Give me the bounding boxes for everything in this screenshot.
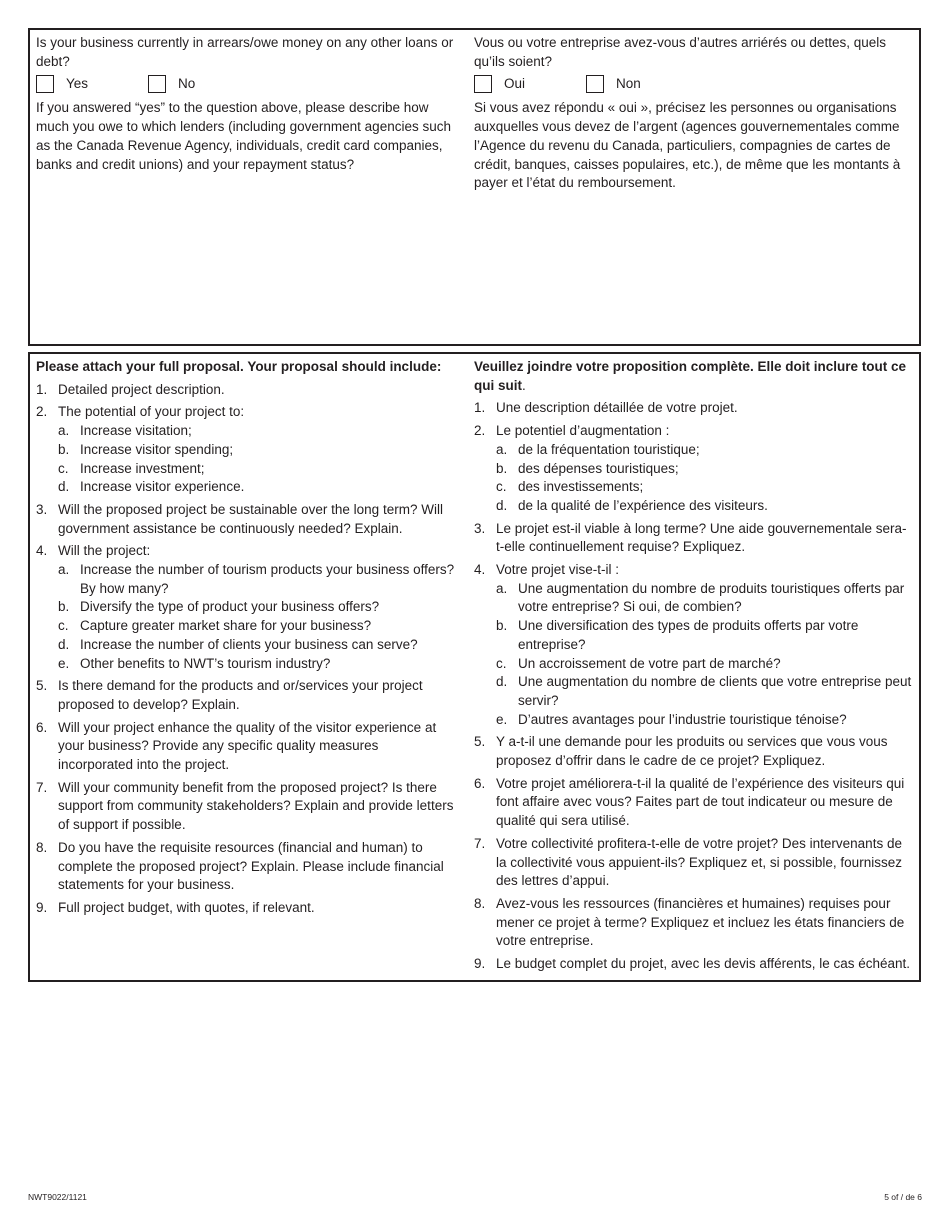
sub-list-letter: a.	[58, 423, 70, 439]
sub-list-item	[496, 497, 914, 516]
sub-list	[496, 441, 914, 516]
sub-list-item	[58, 655, 456, 674]
list-item-number: 5.	[36, 678, 48, 694]
sub-list-item	[58, 441, 456, 460]
sub-list-item	[58, 598, 456, 617]
list-item-number: 6.	[36, 719, 48, 735]
list-item-number: 9.	[474, 956, 486, 972]
sub-list	[496, 580, 914, 730]
list-item-text: Full project budget, with quotes, if relevant.	[58, 899, 315, 915]
proposal-list	[36, 381, 456, 918]
list-item-en	[36, 719, 456, 775]
list-item-number: 3.	[36, 501, 48, 517]
proposal-heading: Please attach your full proposal. Your proposal should include:	[36, 359, 442, 374]
list-item-text: Will the project:	[58, 543, 151, 559]
list-item-number: 8.	[474, 895, 486, 911]
sub-list	[58, 422, 456, 497]
list-item-en	[36, 542, 456, 673]
sub-list-text: Une augmentation du nombre de produits touristiques offerts par votre entreprise? Si oui, de combien?	[518, 580, 905, 615]
list-item-en	[36, 899, 456, 918]
list-item-en	[36, 839, 456, 895]
sub-list-text: Increase visitor spending;	[80, 441, 234, 457]
form-number: NWT9022/1121	[28, 1192, 87, 1202]
list-item-text: Detailed project description.	[58, 381, 225, 397]
no-label: No	[178, 76, 196, 92]
sub-list-item	[58, 478, 456, 497]
sub-list-item	[58, 617, 456, 636]
sub-list-item	[58, 636, 456, 655]
yes-checkbox[interactable]	[36, 75, 54, 93]
sub-list-letter: c.	[58, 618, 69, 634]
debt-question-en	[36, 34, 456, 174]
list-item-number: 4.	[36, 543, 48, 559]
list-item-text: Le projet est-il viable à long terme? Une aide gouvernementale sera-t-elle continuellement requise? Expliquez.	[496, 520, 907, 555]
list-item-fr	[474, 835, 914, 891]
yes-option[interactable]	[36, 75, 148, 94]
list-item-en	[36, 677, 456, 714]
list-item-number: 7.	[36, 779, 48, 795]
list-item-text: Votre projet vise-t-il :	[496, 562, 620, 578]
list-item-text: Y a-t-il une demande pour les produits ou services que vous vous proposez d’offrir dans le cadre de ce projet? Expliquez.	[496, 734, 888, 769]
sub-list-text: Un accroissement de votre part de marché?	[518, 655, 781, 671]
sub-list-text: Une diversification des types de produits offerts par votre entreprise?	[518, 618, 859, 652]
list-item-number: 3.	[474, 520, 486, 536]
no-checkbox[interactable]	[148, 75, 166, 93]
sub-list-letter: d.	[58, 636, 70, 652]
list-item-number: 2.	[36, 404, 48, 420]
list-item-text: Le budget complet du projet, avec les devis afférents, le cas échéant.	[496, 956, 911, 972]
sub-list	[58, 561, 456, 673]
proposal-requirements-en	[36, 358, 456, 922]
sub-list-text: des dépenses touristiques;	[518, 460, 679, 476]
sub-list-letter: b.	[496, 460, 508, 476]
list-item-fr	[474, 561, 914, 729]
sub-list-text: des investissements;	[518, 479, 644, 495]
sub-list-text: Diversify the type of product your business offers?	[80, 599, 380, 615]
sub-list-letter: c.	[496, 655, 507, 671]
list-item-text: Votre collectivité profitera-t-elle de votre projet? Des intervenants de la collectivité vous appuient-ils? Expliquez et, si possible, fournissez des lettres d’appui.	[496, 835, 902, 889]
list-item-text: The potential of your project to:	[58, 404, 245, 420]
proposal-list-fr	[474, 399, 914, 973]
sub-list-letter: e.	[496, 711, 508, 727]
list-item-en	[36, 779, 456, 835]
sub-list-letter: b.	[58, 441, 70, 457]
list-item-number: 1.	[36, 381, 48, 397]
sub-list-letter: c.	[58, 460, 69, 476]
list-item-en	[36, 381, 456, 400]
list-item-text: Une description détaillée de votre projet.	[496, 400, 738, 416]
list-item-fr	[474, 399, 914, 418]
yes-label: Yes	[66, 76, 89, 92]
oui-checkbox[interactable]	[474, 75, 492, 93]
sub-list-letter: a.	[496, 580, 508, 596]
sub-list-letter: d.	[496, 497, 508, 513]
sub-list-item	[496, 441, 914, 460]
non-label: Non	[616, 76, 641, 92]
sub-list-item	[496, 673, 914, 710]
sub-list-text: Increase visitation;	[80, 423, 192, 439]
debt-answer-options-fr	[474, 74, 914, 94]
list-item-text: Will the proposed project be sustainable over the long term? Will government assistance be continuously needed? Explain.	[58, 501, 443, 536]
list-item-en	[36, 403, 456, 497]
list-item-text: Will your community benefit from the proposed project? Is there support from community stakeholders? Explain and provide letters of support if possible.	[58, 779, 454, 833]
sub-list-text: Une augmentation du nombre de clients que votre entreprise peut servir?	[518, 674, 912, 708]
sub-list-text: de la qualité de l’expérience des visiteurs.	[518, 497, 768, 513]
list-item-number: 2.	[474, 423, 486, 439]
list-item-fr	[474, 733, 914, 770]
debt-answer-options	[36, 74, 456, 94]
sub-list-text: de la fréquentation touristique;	[518, 441, 700, 457]
list-item-fr	[474, 895, 914, 951]
list-item-number: 8.	[36, 839, 48, 855]
sub-list-item	[496, 580, 914, 617]
sub-list-text: Other benefits to NWT’s tourism industry?	[80, 655, 331, 671]
page-number: 5 of / de 6	[884, 1192, 922, 1202]
list-item-text: Is there demand for the products and or/services your project proposed to develop? Explain.	[58, 678, 423, 712]
sub-list-item	[496, 655, 914, 674]
proposal-heading-fr-bold: Veuillez joindre votre proposition complète. Elle doit inclure tout ce qui suit	[474, 359, 907, 393]
non-checkbox[interactable]	[586, 75, 604, 93]
sub-list-item	[496, 711, 914, 730]
debt-followup-text-fr: Si vous avez répondu « oui », précisez les personnes ou organisations auxquelles vous devez de l’argent (agences gouvernementales comme l’Agence du revenu du Canada, particuliers, compagnies de cartes de crédit, banques, caisses populaires, etc.), de même que les montants à payer et l’état du remboursement.	[474, 100, 901, 191]
list-item-fr	[474, 520, 914, 557]
list-item-text: Will your project enhance the quality of the visitor experience at your business? Provide any specific quality measures incorporated into the project.	[58, 719, 437, 773]
proposal-requirements-box	[28, 352, 921, 982]
sub-list-item	[496, 617, 914, 654]
sub-list-item	[58, 422, 456, 441]
list-item-en	[36, 501, 456, 538]
list-item-number: 5.	[474, 734, 486, 750]
list-item-number: 9.	[36, 899, 48, 915]
list-item-text: Avez-vous les ressources (financières et humaines) requises pour mener ce projet à terme? Expliquez et incluez les états financiers de votre entreprise.	[496, 895, 905, 949]
sub-list-text: Increase the number of clients your business can serve?	[80, 636, 418, 652]
sub-list-letter: d.	[496, 674, 508, 690]
oui-label: Oui	[504, 76, 526, 92]
sub-list-letter: a.	[496, 441, 508, 457]
list-item-number: 7.	[474, 835, 486, 851]
list-item-number: 1.	[474, 400, 486, 416]
non-option[interactable]	[586, 75, 698, 94]
sub-list-text: Increase investment;	[80, 460, 205, 476]
sub-list-item	[58, 561, 456, 598]
sub-list-letter: a.	[58, 562, 70, 578]
list-item-text: Votre projet améliorera-t-il la qualité de l’expérience des visiteurs qui font affaire avec vous? Faites part de tout indicateur ou mesure de qualité qui sera utilisé.	[496, 775, 905, 829]
list-item-number: 6.	[474, 775, 486, 791]
proposal-heading-fr-period: .	[522, 377, 526, 393]
sub-list-text: Increase the number of tourism products your business offers? By how many?	[80, 562, 455, 596]
sub-list-letter: e.	[58, 655, 70, 671]
debt-followup-text: If you answered “yes” to the question above, please describe how much you owe to which lenders (including government agencies such as the Canada Revenue Agency, individuals, credit card companies, banks and credit unions) and your repayment status?	[36, 100, 451, 172]
list-item-fr	[474, 955, 914, 974]
sub-list-text: D’autres avantages pour l’industrie touristique ténoise?	[518, 711, 847, 727]
proposal-requirements-fr	[474, 358, 914, 978]
sub-list-letter: d.	[58, 479, 70, 495]
list-item-text: Do you have the requisite resources (financial and human) to complete the proposed project? Explain. Please include financial statements for your business.	[58, 839, 444, 893]
debt-question-text: Is your business currently in arrears/owe money on any other loans or debt?	[36, 35, 454, 69]
list-item-fr	[474, 775, 914, 831]
sub-list-text: Capture greater market share for your business?	[80, 618, 372, 634]
debt-question-text-fr: Vous ou votre entreprise avez-vous d’autres arriérés ou dettes, quels qu’ils soient?	[474, 35, 886, 69]
proposal-heading-fr	[474, 358, 914, 395]
list-item-number: 4.	[474, 562, 486, 578]
sub-list-item	[496, 478, 914, 497]
sub-list-letter: c.	[496, 479, 507, 495]
sub-list-letter: b.	[58, 599, 70, 615]
list-item-text: Le potentiel d’augmentation :	[496, 423, 670, 439]
sub-list-letter: b.	[496, 618, 508, 634]
no-option[interactable]	[148, 75, 260, 94]
oui-option[interactable]	[474, 75, 586, 94]
debt-question-box	[28, 28, 921, 346]
sub-list-item	[58, 460, 456, 479]
sub-list-text: Increase visitor experience.	[80, 479, 245, 495]
debt-question-fr	[474, 34, 914, 193]
sub-list-item	[496, 460, 914, 479]
list-item-fr	[474, 422, 914, 516]
